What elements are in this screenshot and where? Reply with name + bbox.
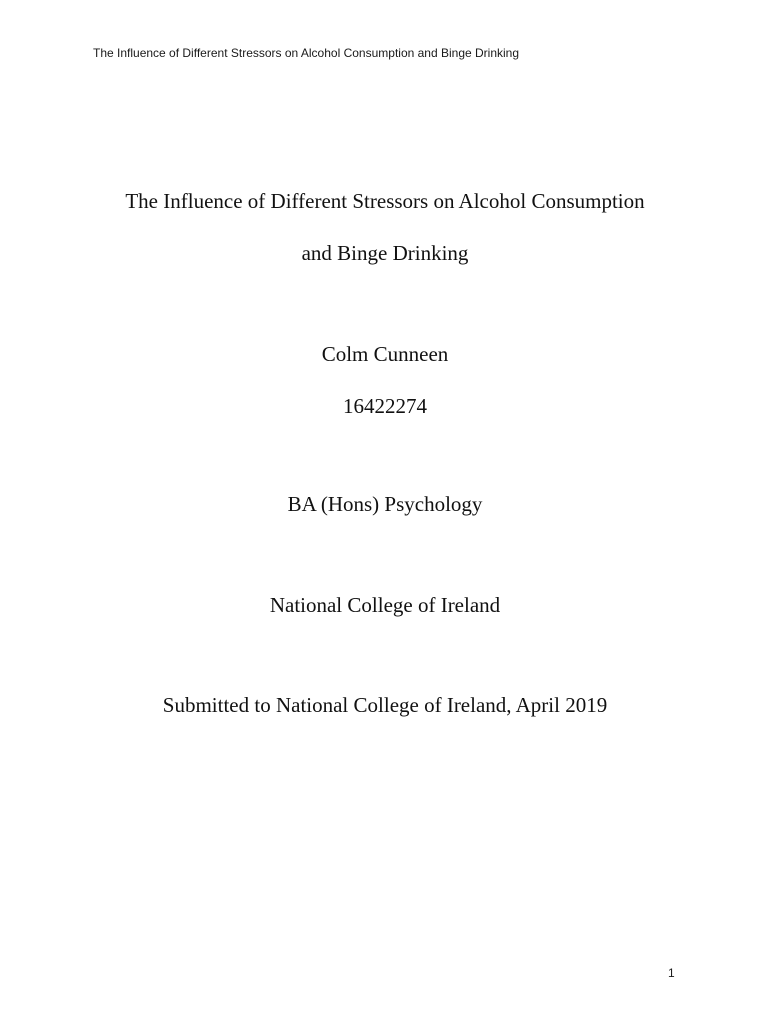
title-line-2: and Binge Drinking: [301, 241, 469, 265]
page-number: 1: [668, 966, 675, 980]
running-header: The Influence of Different Stressors on Alcohol Consumption and Binge Drinking: [93, 46, 520, 60]
student-id: 16422274: [343, 394, 427, 418]
degree-name: BA (Hons) Psychology: [287, 492, 483, 516]
institution-name: National College of Ireland: [269, 593, 501, 617]
title-line-1: The Influence of Different Stressors on Alcohol Consumption: [125, 189, 645, 213]
submission-statement: Submitted to National College of Ireland, April 2019: [162, 693, 608, 717]
author-name: Colm Cunneen: [321, 342, 449, 366]
